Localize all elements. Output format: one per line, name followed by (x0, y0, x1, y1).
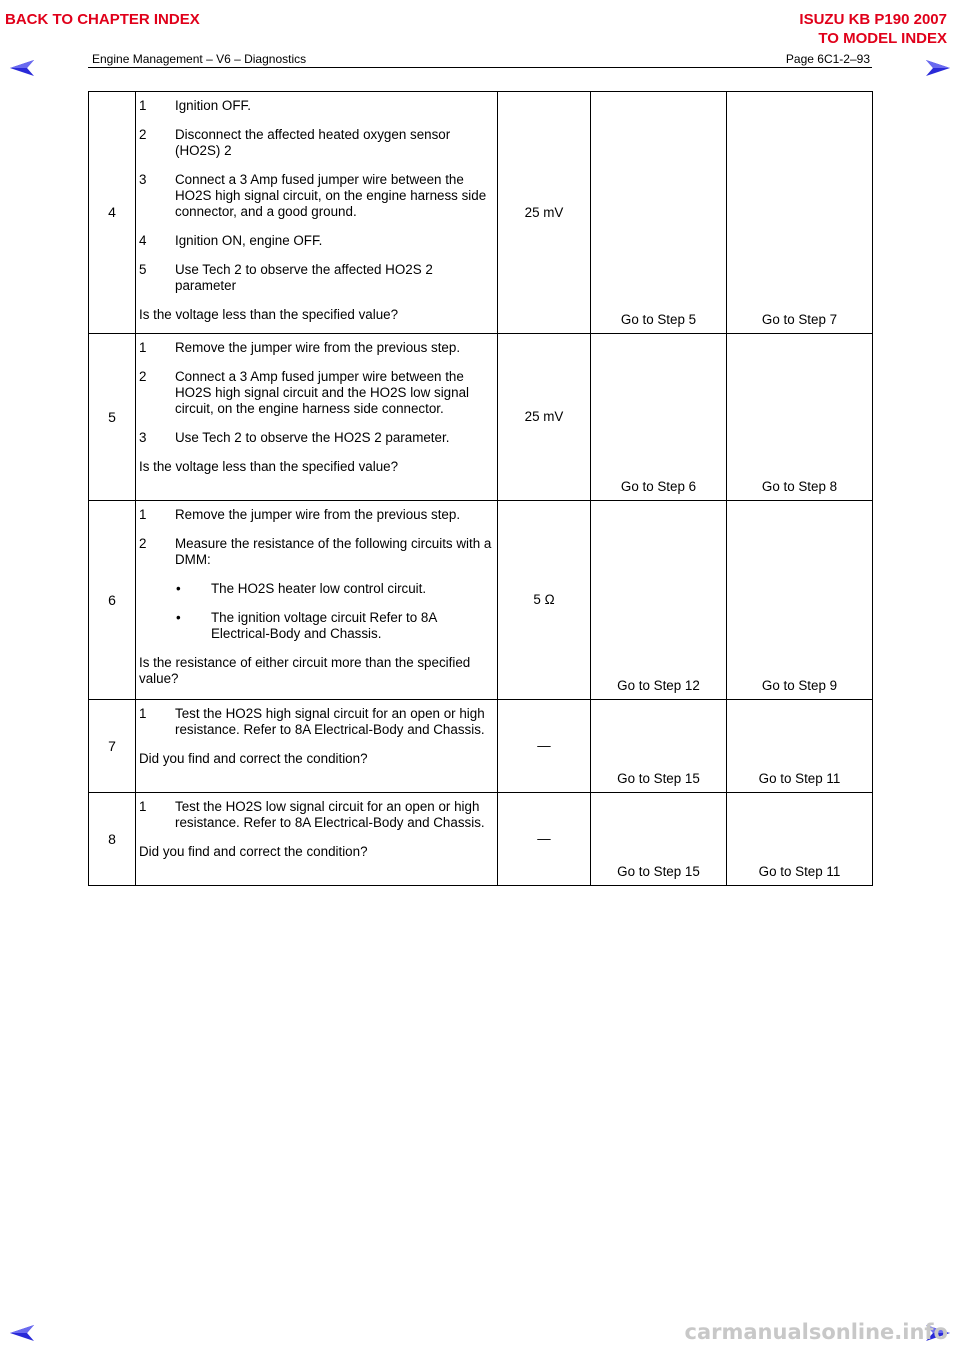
action-cell (136, 92, 498, 334)
step-question: Is the voltage less than the specified value? (139, 459, 399, 474)
step-row (89, 92, 873, 334)
specified-value: 25 mV (498, 92, 591, 334)
action-item-number: 5 (139, 262, 147, 277)
step-number: 4 (108, 204, 116, 220)
action-item-text: Disconnect the affected heated oxygen sensor (HO2S) 2 (175, 127, 451, 158)
action-item (139, 706, 492, 738)
action-item-text: Use Tech 2 to observe the HO2S 2 parameter. (175, 430, 450, 445)
yes-goto-step: Go to Step 6 (591, 334, 727, 501)
page-number: Page 6C1-2–93 (785, 52, 870, 66)
step-number-cell (89, 700, 136, 793)
action-cell (136, 334, 498, 501)
step-question: Did you find and correct the condition? (139, 844, 368, 859)
action-item-text: Ignition ON, engine OFF. (175, 233, 323, 248)
action-item-number: 2 (139, 369, 147, 384)
yes-goto-step: Go to Step 15 (591, 793, 727, 886)
action-item (139, 340, 492, 356)
previous-page-arrow-icon[interactable] (8, 1323, 36, 1343)
action-item-text: Test the HO2S low signal circuit for an open or high resistance. Refer to 8A Electrical-Body and Chassis. (175, 799, 485, 830)
step-row (89, 700, 873, 793)
action-item-number: 1 (139, 98, 147, 113)
action-item-text: Use Tech 2 to observe the affected HO2S 2 parameter (175, 262, 433, 293)
no-goto-step: Go to Step 7 (727, 92, 873, 334)
bullet-text: The ignition voltage circuit Refer to 8A Electrical-Body and Chassis. (211, 610, 437, 641)
action-item-number: 1 (139, 340, 147, 355)
step-question: Did you find and correct the condition? (139, 751, 368, 766)
bullet-icon: • (176, 581, 181, 596)
step-number: 5 (108, 408, 116, 425)
header-divider (88, 67, 872, 68)
action-item (139, 430, 492, 446)
no-goto-step: Go to Step 11 (727, 793, 873, 886)
action-cell (136, 700, 498, 793)
step-number: 7 (108, 737, 116, 754)
action-item-text: Measure the resistance of the following circuits with a DMM: (175, 536, 492, 567)
action-item (139, 799, 492, 831)
action-item-number: 1 (139, 507, 147, 522)
diagnostic-steps-table (88, 91, 873, 886)
action-item (139, 369, 492, 417)
action-item (139, 98, 492, 114)
action-item-number: 2 (139, 127, 147, 142)
action-item-number: 1 (139, 799, 147, 814)
bullet-icon: • (176, 610, 181, 625)
watermark: carmanualsonline.info (684, 1320, 948, 1344)
action-item-number: 3 (139, 172, 147, 187)
no-goto-step: Go to Step 8 (727, 334, 873, 501)
step-number: 6 (108, 591, 116, 608)
action-item (139, 507, 492, 523)
page-header-title: Engine Management – V6 – Diagnostics (92, 52, 307, 66)
no-goto-step: Go to Step 11 (727, 700, 873, 793)
step-row (89, 334, 873, 501)
action-item-number: 1 (139, 706, 147, 721)
bullet-item (139, 610, 492, 642)
action-cell (136, 501, 498, 700)
action-item (139, 172, 492, 220)
model-index-link[interactable]: TO MODEL INDEX (818, 30, 947, 47)
action-item-number: 3 (139, 430, 147, 445)
step-question: Is the voltage less than the specified value? (139, 307, 399, 322)
step-number-cell (89, 793, 136, 886)
specified-value: — (498, 700, 591, 793)
step-number-cell (89, 92, 136, 334)
action-item-number: 4 (139, 233, 147, 248)
action-item-text: Test the HO2S high signal circuit for an open or high resistance. Refer to 8A Electrical-Body and Chassis. (175, 706, 485, 737)
action-item (139, 127, 492, 159)
step-number-cell (89, 334, 136, 501)
action-item-text: Ignition OFF. (175, 98, 251, 113)
action-item-text: Remove the jumper wire from the previous step. (175, 340, 461, 355)
action-item (139, 536, 492, 568)
previous-page-arrow-icon[interactable] (8, 58, 36, 78)
yes-goto-step: Go to Step 5 (591, 92, 727, 334)
specified-value: 5 Ω (498, 501, 591, 700)
next-page-arrow-icon[interactable] (924, 58, 952, 78)
step-number-cell (89, 501, 136, 700)
yes-goto-step: Go to Step 15 (591, 700, 727, 793)
step-number: 8 (108, 830, 116, 847)
action-item-number: 2 (139, 536, 147, 551)
no-goto-step: Go to Step 9 (727, 501, 873, 700)
action-item-text: Connect a 3 Amp fused jumper wire between the HO2S high signal circuit, on the engine harness side connector, and a good ground. (175, 172, 487, 219)
action-item (139, 262, 492, 294)
yes-goto-step: Go to Step 12 (591, 501, 727, 700)
action-item-text: Remove the jumper wire from the previous step. (175, 507, 461, 522)
back-to-chapter-index-link[interactable]: BACK TO CHAPTER INDEX (5, 11, 200, 28)
specified-value: — (498, 793, 591, 886)
step-row (89, 501, 873, 700)
action-cell (136, 793, 498, 886)
bullet-text: The HO2S heater low control circuit. (211, 581, 427, 596)
step-question: Is the resistance of either circuit more than the specified value? (139, 655, 471, 686)
step-row (89, 793, 873, 886)
action-item-text: Connect a 3 Amp fused jumper wire between the HO2S high signal circuit and the HO2S low signal circuit, on the engine harness side connector. (175, 369, 469, 416)
bullet-item (139, 581, 492, 597)
model-title-link[interactable]: ISUZU KB P190 2007 (799, 11, 947, 28)
action-item (139, 233, 492, 249)
specified-value: 25 mV (498, 334, 591, 501)
